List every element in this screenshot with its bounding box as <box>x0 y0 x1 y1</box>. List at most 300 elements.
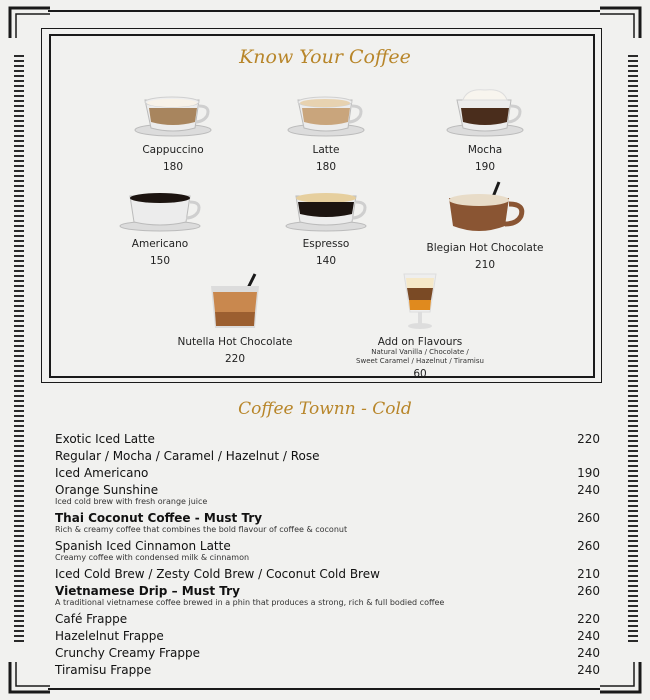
border-rung <box>14 415 24 417</box>
border-rung <box>628 295 638 297</box>
border-rung <box>628 365 638 367</box>
border-rung <box>628 605 638 607</box>
border-rung <box>628 640 638 642</box>
border-rung <box>628 220 638 222</box>
menu-row <box>55 646 600 660</box>
border-rung <box>628 350 638 352</box>
border-rung <box>628 185 638 187</box>
border-rung <box>14 360 24 362</box>
border-rung <box>14 145 24 147</box>
border-rung <box>628 425 638 427</box>
border-rung <box>628 485 638 487</box>
border-rung <box>628 195 638 197</box>
border-rung <box>14 185 24 187</box>
border-rung <box>14 350 24 352</box>
border-rung <box>14 170 24 172</box>
border-rung <box>628 580 638 582</box>
border-rung <box>14 150 24 152</box>
border-rung <box>628 315 638 317</box>
border-rung <box>14 520 24 522</box>
item-name: Mocha <box>467 144 503 156</box>
hot-chocolate-mug-icon <box>443 180 527 236</box>
item-name: Latte <box>312 144 340 156</box>
border-rung <box>628 260 638 262</box>
border-rung <box>14 290 24 292</box>
menu-item-name: Tiramisu Frappe <box>55 663 152 677</box>
border-rung <box>14 580 24 582</box>
menu-item-name: Iced Cold Brew / Zesty Cold Brew / Coconut Cold Brew <box>55 567 380 581</box>
border-rung <box>14 550 24 552</box>
border-rung <box>14 320 24 322</box>
border-rung <box>628 635 638 637</box>
left-border-ladder <box>14 55 24 645</box>
border-rung <box>628 165 638 167</box>
border-rung <box>628 80 638 82</box>
border-rung <box>14 180 24 182</box>
border-rung <box>628 100 638 102</box>
addon-note-line-2: Sweet Caramel / Hazelnut / Tiramisu <box>356 357 484 365</box>
menu-row <box>55 466 600 480</box>
border-rung <box>628 465 638 467</box>
border-rung <box>14 530 24 532</box>
border-rung <box>14 250 24 252</box>
border-rung <box>14 385 24 387</box>
border-rung <box>628 85 638 87</box>
border-rung <box>628 250 638 252</box>
border-rung <box>14 190 24 192</box>
border-rung <box>14 315 24 317</box>
border-rung <box>14 560 24 562</box>
americano-cup-icon <box>118 190 202 232</box>
item-name: Americano <box>131 238 189 250</box>
latte-cup-icon <box>286 92 366 138</box>
menu-row <box>55 663 600 677</box>
border-rung <box>628 70 638 72</box>
border-rung <box>628 460 638 462</box>
border-rung <box>628 160 638 162</box>
border-rung <box>14 570 24 572</box>
border-rung <box>14 595 24 597</box>
border-rung <box>628 525 638 527</box>
border-rung <box>14 125 24 127</box>
border-rung <box>628 120 638 122</box>
cold-section-title: Coffee Townn - Cold <box>238 399 412 419</box>
border-rung <box>628 395 638 397</box>
border-rung <box>628 380 638 382</box>
border-rung <box>628 210 638 212</box>
border-rung <box>14 110 24 112</box>
menu-item-americano <box>95 190 225 267</box>
border-rung <box>628 470 638 472</box>
border-rung <box>628 330 638 332</box>
border-rung <box>628 435 638 437</box>
border-rung <box>14 140 24 142</box>
border-rung <box>14 200 24 202</box>
menu-item-name: Hazelelnut Frappe <box>55 629 164 643</box>
menu-item-price: 240 <box>577 646 600 660</box>
menu-item-name: Exotic Iced Latte <box>55 432 155 446</box>
border-rung <box>628 175 638 177</box>
menu-item-name: Crunchy Creamy Frappe <box>55 646 200 660</box>
border-rung <box>628 575 638 577</box>
menu-row <box>55 511 600 534</box>
border-rung <box>14 300 24 302</box>
border-rung <box>628 400 638 402</box>
cappuccino-cup-icon <box>133 92 213 138</box>
border-rung <box>14 445 24 447</box>
item-name: Blegian Hot Chocolate <box>426 242 544 254</box>
border-rung <box>14 260 24 262</box>
border-rung <box>14 625 24 627</box>
border-rung <box>628 60 638 62</box>
border-rung <box>628 630 638 632</box>
border-rung <box>14 525 24 527</box>
border-rung <box>14 280 24 282</box>
border-rung <box>628 170 638 172</box>
border-rung <box>14 225 24 227</box>
border-rung <box>14 470 24 472</box>
border-rung <box>628 150 638 152</box>
border-rung <box>628 155 638 157</box>
item-name: Cappuccino <box>142 144 204 156</box>
menu-item-mocha <box>420 88 550 173</box>
border-rung <box>14 455 24 457</box>
border-rung <box>14 460 24 462</box>
menu-row <box>55 629 600 643</box>
item-price: 140 <box>315 255 337 267</box>
border-rung <box>14 450 24 452</box>
menu-item-name: Café Frappe <box>55 612 128 626</box>
border-rung <box>14 235 24 237</box>
menu-item-cappuccino <box>108 92 238 173</box>
border-rung <box>14 405 24 407</box>
item-price: 210 <box>474 259 496 271</box>
border-rung <box>14 410 24 412</box>
border-rung <box>14 500 24 502</box>
border-rung <box>628 370 638 372</box>
border-rung <box>14 335 24 337</box>
border-rung <box>14 80 24 82</box>
border-rung <box>14 465 24 467</box>
border-rung <box>14 355 24 357</box>
menu-row <box>55 483 600 506</box>
border-rung <box>628 240 638 242</box>
border-rung <box>14 590 24 592</box>
menu-item-description: Iced cold brew with fresh orange juice <box>55 497 208 506</box>
border-rung <box>628 385 638 387</box>
border-rung <box>14 475 24 477</box>
border-rung <box>14 65 24 67</box>
menu-item-price: 260 <box>577 511 600 525</box>
menu-item-description: Rich & creamy coffee that combines the bold flavour of coffee & coconut <box>55 525 348 534</box>
border-rung <box>14 215 24 217</box>
border-rung <box>628 305 638 307</box>
border-rung <box>14 160 24 162</box>
border-rung <box>628 415 638 417</box>
menu-row <box>55 539 600 562</box>
item-name: Add on Flavours <box>377 336 463 348</box>
menu-item-description: A traditional vietnamese coffee brewed in a phin that produces a strong, rich & full bodied coffee <box>55 598 445 607</box>
frame-top-line <box>48 10 600 12</box>
border-rung <box>14 305 24 307</box>
border-rung <box>628 245 638 247</box>
border-rung <box>14 615 24 617</box>
border-rung <box>628 230 638 232</box>
frame-bottom-line <box>48 688 600 690</box>
border-rung <box>14 85 24 87</box>
border-rung <box>14 325 24 327</box>
border-rung <box>14 210 24 212</box>
border-rung <box>628 235 638 237</box>
border-rung <box>14 515 24 517</box>
border-rung <box>14 100 24 102</box>
border-rung <box>628 535 638 537</box>
border-rung <box>628 430 638 432</box>
border-rung <box>14 495 24 497</box>
border-rung <box>14 245 24 247</box>
menu-item-price: 220 <box>577 432 600 446</box>
border-rung <box>14 440 24 442</box>
border-rung <box>14 610 24 612</box>
menu-item-espresso <box>261 190 391 267</box>
border-rung <box>628 335 638 337</box>
border-rung <box>14 575 24 577</box>
border-rung <box>628 110 638 112</box>
border-rung <box>628 625 638 627</box>
border-rung <box>14 585 24 587</box>
cold-menu-list <box>55 432 600 677</box>
border-rung <box>628 125 638 127</box>
item-price: 60 <box>413 368 427 380</box>
border-rung <box>628 265 638 267</box>
border-rung <box>14 255 24 257</box>
border-rung <box>14 120 24 122</box>
border-rung <box>14 510 24 512</box>
nutella-glass-icon <box>207 272 263 330</box>
menu-item-price: 260 <box>577 539 600 553</box>
addon-note-line-1: Natural Vanilla / Chocolate / <box>371 348 469 356</box>
border-rung <box>628 545 638 547</box>
border-rung <box>14 105 24 107</box>
item-price: 220 <box>224 353 246 365</box>
item-price: 150 <box>149 255 171 267</box>
menu-item-latte <box>261 92 391 173</box>
border-rung <box>628 455 638 457</box>
border-rung <box>628 190 638 192</box>
border-rung <box>628 375 638 377</box>
menu-item-add-on-flavours <box>350 272 490 380</box>
border-rung <box>14 230 24 232</box>
border-rung <box>628 490 638 492</box>
border-rung <box>628 225 638 227</box>
border-rung <box>628 590 638 592</box>
menu-row <box>55 449 600 463</box>
border-rung <box>628 290 638 292</box>
border-rung <box>628 65 638 67</box>
border-rung <box>14 365 24 367</box>
border-rung <box>14 195 24 197</box>
border-rung <box>628 600 638 602</box>
border-rung <box>628 275 638 277</box>
menu-row <box>55 612 600 626</box>
border-rung <box>628 595 638 597</box>
border-rung <box>14 265 24 267</box>
menu-item-price: 210 <box>577 567 600 581</box>
border-rung <box>628 215 638 217</box>
border-rung <box>628 355 638 357</box>
border-rung <box>14 380 24 382</box>
menu-item-belgian-hot-chocolate <box>415 180 555 271</box>
menu-row <box>55 432 600 446</box>
border-rung <box>14 220 24 222</box>
border-rung <box>14 480 24 482</box>
border-rung <box>14 240 24 242</box>
border-rung <box>14 370 24 372</box>
border-rung <box>628 140 638 142</box>
border-rung <box>14 95 24 97</box>
border-rung <box>628 75 638 77</box>
border-rung <box>628 450 638 452</box>
border-rung <box>14 630 24 632</box>
border-rung <box>14 310 24 312</box>
border-rung <box>628 500 638 502</box>
border-rung <box>628 95 638 97</box>
border-rung <box>14 400 24 402</box>
menu-row <box>55 584 600 607</box>
border-rung <box>14 545 24 547</box>
border-rung <box>628 510 638 512</box>
border-rung <box>628 445 638 447</box>
border-rung <box>14 605 24 607</box>
border-rung <box>14 425 24 427</box>
border-rung <box>14 620 24 622</box>
border-rung <box>628 585 638 587</box>
menu-item-nutella-hot-chocolate <box>160 272 310 365</box>
menu-item-price: 260 <box>577 584 600 598</box>
border-rung <box>14 155 24 157</box>
border-rung <box>628 345 638 347</box>
border-rung <box>14 90 24 92</box>
border-rung <box>14 130 24 132</box>
border-rung <box>14 390 24 392</box>
menu-item-price: 190 <box>577 466 600 480</box>
border-rung <box>14 535 24 537</box>
border-rung <box>628 495 638 497</box>
corner-ornament-bottom-right <box>600 662 644 696</box>
menu-item-description: Creamy coffee with condensed milk & cinnamon <box>55 553 250 562</box>
border-rung <box>628 505 638 507</box>
border-rung <box>14 540 24 542</box>
border-rung <box>14 490 24 492</box>
border-rung <box>628 55 638 57</box>
border-rung <box>14 295 24 297</box>
corner-ornament-bottom-left <box>6 662 50 696</box>
item-name: Nutella Hot Chocolate <box>177 336 293 348</box>
border-rung <box>628 205 638 207</box>
border-rung <box>628 555 638 557</box>
border-rung <box>628 410 638 412</box>
border-rung <box>14 205 24 207</box>
menu-item-name: Regular / Mocha / Caramel / Hazelnut / Rose <box>55 449 320 463</box>
border-rung <box>628 420 638 422</box>
item-price: 180 <box>315 161 337 173</box>
menu-item-name: Orange Sunshine <box>55 483 159 497</box>
border-rung <box>628 560 638 562</box>
border-rung <box>628 130 638 132</box>
border-rung <box>14 135 24 137</box>
border-rung <box>628 610 638 612</box>
border-rung <box>628 530 638 532</box>
border-rung <box>14 395 24 397</box>
border-rung <box>628 310 638 312</box>
border-rung <box>14 635 24 637</box>
corner-ornament-top-right <box>600 4 644 38</box>
border-rung <box>14 60 24 62</box>
menu-item-name: Iced Americano <box>55 466 149 480</box>
border-rung <box>628 565 638 567</box>
menu-item-price: 240 <box>577 483 600 497</box>
item-name: Espresso <box>302 238 350 250</box>
menu-item-name: Vietnamese Drip – Must Try <box>55 584 240 598</box>
border-rung <box>628 405 638 407</box>
border-rung <box>14 345 24 347</box>
border-rung <box>628 105 638 107</box>
border-rung <box>14 435 24 437</box>
border-rung <box>628 520 638 522</box>
border-rung <box>628 90 638 92</box>
border-rung <box>628 180 638 182</box>
border-rung <box>14 555 24 557</box>
border-rung <box>14 175 24 177</box>
espresso-cup-icon <box>284 190 368 232</box>
border-rung <box>628 480 638 482</box>
border-rung <box>14 70 24 72</box>
border-rung <box>14 165 24 167</box>
border-rung <box>628 280 638 282</box>
border-rung <box>14 55 24 57</box>
border-rung <box>14 600 24 602</box>
border-rung <box>628 620 638 622</box>
border-rung <box>628 115 638 117</box>
border-rung <box>14 430 24 432</box>
border-rung <box>14 375 24 377</box>
border-rung <box>628 270 638 272</box>
border-rung <box>628 615 638 617</box>
border-rung <box>14 115 24 117</box>
border-rung <box>628 390 638 392</box>
menu-row <box>55 567 600 581</box>
menu-item-price: 220 <box>577 612 600 626</box>
menu-item-name: Spanish Iced Cinnamon Latte <box>55 539 231 553</box>
border-rung <box>14 270 24 272</box>
menu-item-price: 240 <box>577 663 600 677</box>
mocha-cup-icon <box>445 88 525 138</box>
border-rung <box>628 145 638 147</box>
border-rung <box>14 275 24 277</box>
item-price: 180 <box>162 161 184 173</box>
border-rung <box>14 340 24 342</box>
border-rung <box>628 340 638 342</box>
border-rung <box>14 330 24 332</box>
border-rung <box>628 325 638 327</box>
border-rung <box>14 75 24 77</box>
border-rung <box>628 475 638 477</box>
border-rung <box>628 440 638 442</box>
border-rung <box>628 320 638 322</box>
border-rung <box>628 515 638 517</box>
border-rung <box>628 285 638 287</box>
border-rung <box>628 540 638 542</box>
